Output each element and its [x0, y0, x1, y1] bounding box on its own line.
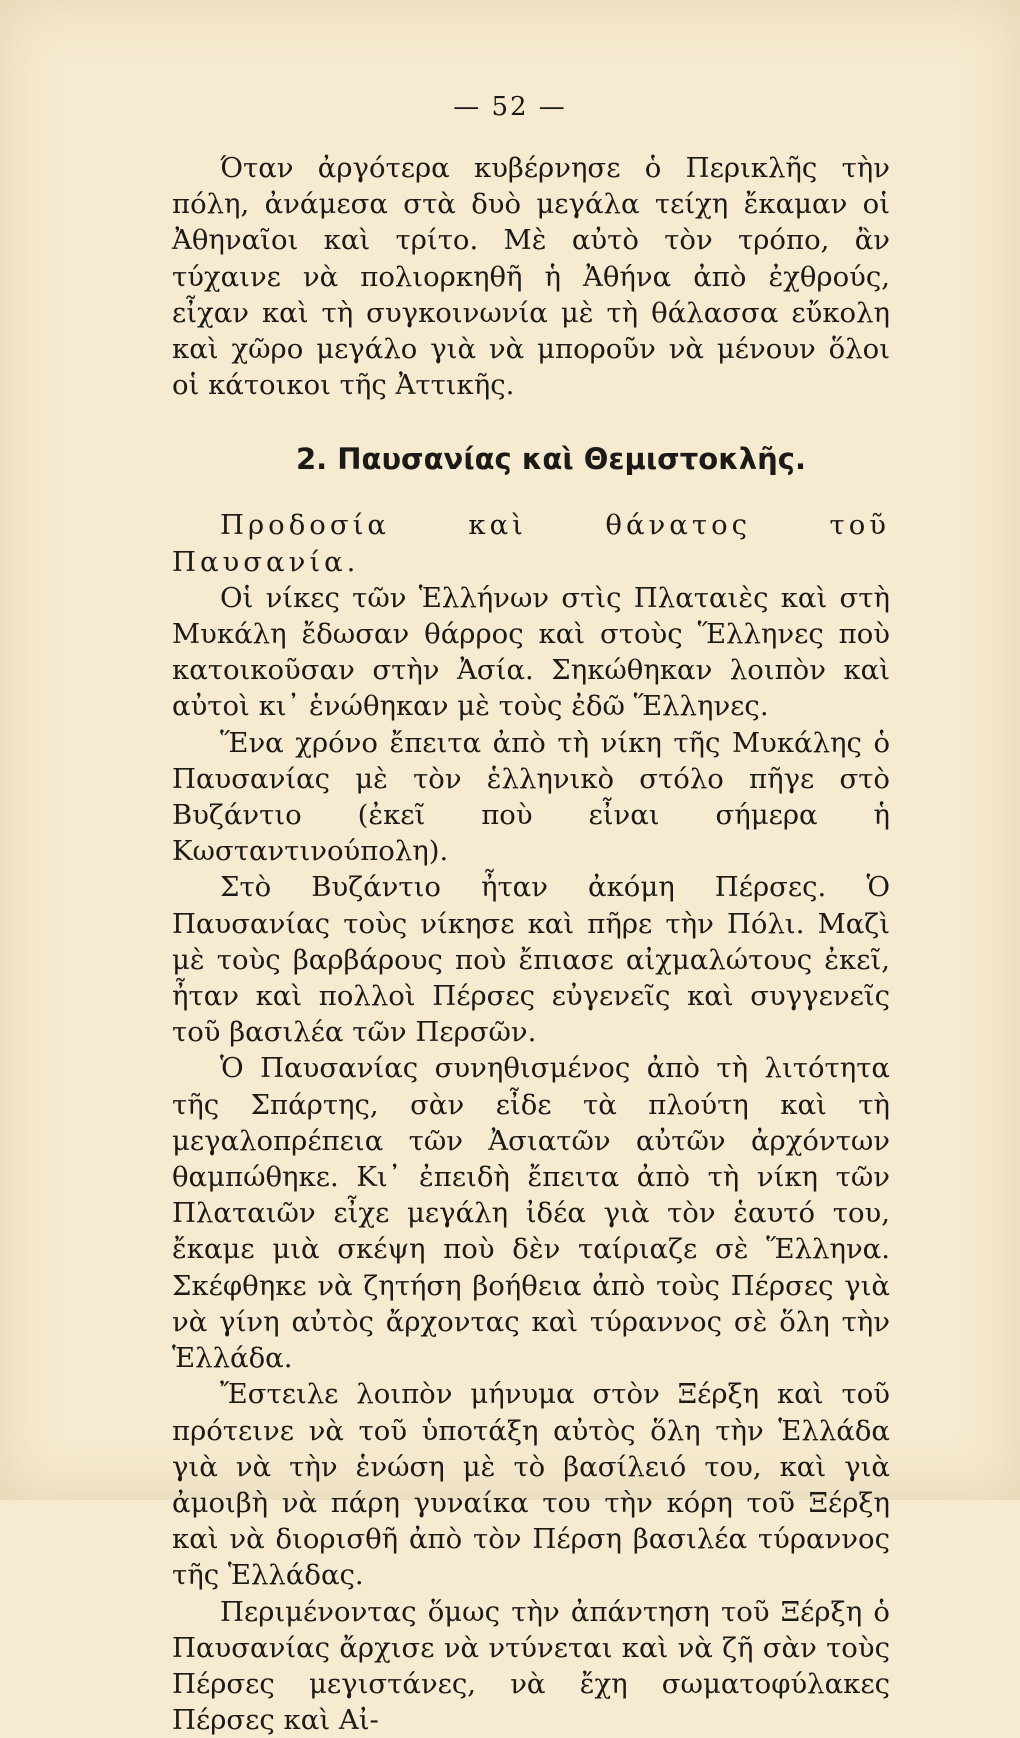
paragraph: Περιμένοντας ὅμως τὴν ἀπάντηση τοῦ Ξέρξη ὁ Παυσανίας ἄρχισε νὰ ντύνεται καὶ νὰ ζῆ σὰν τοὺς Πέρσες μεγιστάνες, νὰ ἔχη σωματοφύλακες Πέρσες καὶ Αἰ-: [172, 1595, 890, 1737]
page-number: — 52 —: [453, 92, 567, 122]
paragraph: Οἱ νίκες τῶν Ἑλλήνων στὶς Πλαταιὲς καὶ στὴ Μυκάλη ἔδωσαν θάρρος καὶ στοὺς Ἕλληνες ποὺ κατοικοῦσαν στὴν Ἀσία. Σηκώθηκαν λοιπὸν καὶ αὐτοὶ κι᾽ ἑνώθηκαν μὲ τοὺς ἐδῶ Ἕλληνες.: [172, 581, 890, 723]
paragraph: Ὁ Παυσανίας συνηθισμένος ἀπὸ τὴ λιτότητα τῆς Σπάρτης, σὰν εἶδε τὰ πλούτη καὶ τὴ μεγαλοπρέπεια τῶν Ἀσιατῶν αὐτῶν ἀρχόντων θαμπώθηκε. Κι᾽ ἐπειδὴ ἔπειτα ἀπὸ τὴ νίκη τῶν Πλαταιῶν εἶχε μεγάλη ἰδέα γιὰ τὸν ἑαυτό του, ἔκαμε μιὰ σκέψη ποὺ δὲν ταίριαζε σὲ Ἕλληνα. Σκέφθηκε νὰ ζητήση βοήθεια ἀπὸ τοὺς Πέρσες γιὰ νὰ γίνη αὐτὸς ἄρχοντας καὶ τύραννος σὲ ὅλη τὴν Ἑλλάδα.: [172, 1052, 890, 1375]
paragraph: Ἕνα χρόνο ἔπειτα ἀπὸ τὴ νίκη τῆς Μυκάλης ὁ Παυσανίας μὲ τὸν ἑλληνικὸ στόλο πῆγε στὸ Βυζάντιο (ἐκεῖ ποὺ εἶναι σήμερα ἡ Κωσταντινούπολη).: [172, 726, 890, 868]
section-heading: 2. Παυσανίας καὶ Θεμιστοκλῆς.: [295, 442, 807, 477]
subheading: Προδοσία καὶ θάνατος τοῦ Παυσανία.: [172, 509, 890, 578]
intro-paragraph: Όταν ἀργότερα κυβέρνησε ὁ Περικλῆς τὴν πόλη, ἀνάμεσα στὰ δυὸ μεγάλα τείχη ἔκαμαν οἱ Ἀθηναῖοι καὶ τρίτο. Μὲ αὐτὸ τὸν τρόπο, ἂν τύχαινε νὰ πολιορκηθῆ ἡ Ἀθήνα ἀπὸ ἐχθρούς, εἶχαν καὶ τὴ συγκοινωνία μὲ τὴ θάλασσα εὔκολη καὶ χῶρο μεγάλο γιὰ νὰ μποροῦν νὰ μένουν ὅλοι οἱ κάτοικοι τῆς Ἀττικῆς.: [172, 152, 890, 402]
paragraph: Ἔστειλε λοιπὸν μήνυμα στὸν Ξέρξη καὶ τοῦ πρότεινε νὰ τοῦ ὑποτάξη αὐτὸς ὅλη τὴν Ἑλλάδα γιὰ νὰ τὴν ἑνώση μὲ τὸ βασίλειό του, καὶ γιὰ ἀμοιβὴ νὰ πάρη γυναίκα του τὴν κόρη τοῦ Ξέρξη καὶ νὰ διορισθῆ ἀπὸ τὸν Πέρση βασιλέα τύραννος τῆς Ἑλλάδας.: [172, 1378, 890, 1592]
paragraph: Στὸ Βυζάντιο ἦταν ἀκόμη Πέρσες. Ὁ Παυσανίας τοὺς νίκησε καὶ πῆρε τὴν Πόλι. Μαζὶ μὲ τοὺς βαρβάρους ποὺ ἔπιασε αἰχμαλώτους ἐκεῖ, ἦταν καὶ πολλοὶ Πέρσες εὐγενεῖς καὶ συγγενεῖς τοῦ βασιλέα τῶν Περσῶν.: [172, 871, 890, 1049]
